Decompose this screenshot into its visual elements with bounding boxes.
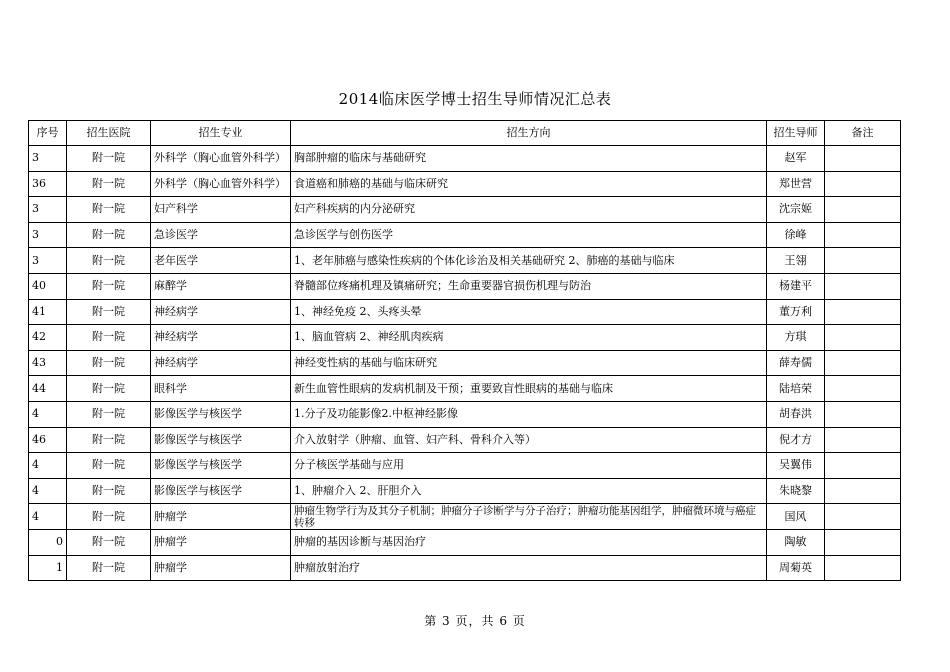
row-number-cell: 3 bbox=[29, 222, 67, 248]
header-major: 招生专业 bbox=[151, 121, 291, 146]
direction-cell: 胸部肿瘤的临床与基础研究 bbox=[291, 146, 767, 172]
row-number-cell: 41 bbox=[29, 299, 67, 325]
advisor-cell: 周菊英 bbox=[767, 555, 825, 581]
advisor-cell: 国风 bbox=[767, 504, 825, 530]
remark-cell bbox=[825, 401, 901, 427]
advisor-cell: 沈宗姬 bbox=[767, 197, 825, 223]
advisor-cell: 董万利 bbox=[767, 299, 825, 325]
hospital-cell: 附一院 bbox=[67, 427, 151, 453]
hospital-cell: 附一院 bbox=[67, 555, 151, 581]
hospital-cell: 附一院 bbox=[67, 248, 151, 274]
table-row bbox=[29, 146, 901, 172]
hospital-cell: 附一院 bbox=[67, 453, 151, 479]
hospital-cell: 附一院 bbox=[67, 529, 151, 555]
hospital-cell: 附一院 bbox=[67, 478, 151, 504]
hospital-cell: 附一院 bbox=[67, 350, 151, 376]
major-cell: 眼科学 bbox=[151, 376, 291, 402]
major-cell: 肿瘤学 bbox=[151, 504, 291, 530]
direction-cell: 急诊医学与创伤医学 bbox=[291, 222, 767, 248]
header-direction: 招生方向 bbox=[291, 121, 767, 146]
major-cell: 影像医学与核医学 bbox=[151, 427, 291, 453]
row-number-cell: 4 bbox=[29, 401, 67, 427]
page-footer: 第 3 页，共 6 页 bbox=[424, 614, 526, 628]
row-number-cell: 0 bbox=[29, 529, 67, 555]
table-row bbox=[29, 478, 901, 504]
major-cell: 急诊医学 bbox=[151, 222, 291, 248]
remark-cell bbox=[825, 146, 901, 172]
table-row bbox=[29, 504, 901, 530]
remark-cell bbox=[825, 350, 901, 376]
row-number-cell: 40 bbox=[29, 273, 67, 299]
table-row bbox=[29, 273, 901, 299]
direction-cell: 1、神经免疫 2、头疼头晕 bbox=[291, 299, 767, 325]
hospital-cell: 附一院 bbox=[67, 171, 151, 197]
table-row bbox=[29, 171, 901, 197]
row-number-cell: 36 bbox=[29, 171, 67, 197]
hospital-cell: 附一院 bbox=[67, 401, 151, 427]
advisor-cell: 朱晓黎 bbox=[767, 478, 825, 504]
page-title: 2014临床医学博士招生导师情况汇总表 bbox=[338, 90, 612, 108]
hospital-cell: 附一院 bbox=[67, 504, 151, 530]
major-cell: 肿瘤学 bbox=[151, 529, 291, 555]
table-row bbox=[29, 427, 901, 453]
remark-cell bbox=[825, 376, 901, 402]
row-number-cell: 3 bbox=[29, 248, 67, 274]
hospital-cell: 附一院 bbox=[67, 376, 151, 402]
header-advisor: 招生导师 bbox=[767, 121, 825, 146]
table-row bbox=[29, 401, 901, 427]
table-header-row bbox=[29, 121, 901, 146]
direction-cell: 分子核医学基础与应用 bbox=[291, 453, 767, 479]
advisor-cell: 陶敏 bbox=[767, 529, 825, 555]
remark-cell bbox=[825, 222, 901, 248]
remark-cell bbox=[825, 555, 901, 581]
row-number-cell: 43 bbox=[29, 350, 67, 376]
row-number-cell: 4 bbox=[29, 478, 67, 504]
major-cell: 神经病学 bbox=[151, 350, 291, 376]
major-cell: 外科学（胸心血管外科学） bbox=[151, 171, 291, 197]
remark-cell bbox=[825, 427, 901, 453]
direction-cell: 1、肿瘤介入 2、肝胆介入 bbox=[291, 478, 767, 504]
direction-cell: 肿瘤的基因诊断与基因治疗 bbox=[291, 529, 767, 555]
table-row bbox=[29, 325, 901, 351]
row-number-cell: 3 bbox=[29, 146, 67, 172]
advisor-cell: 徐峰 bbox=[767, 222, 825, 248]
advisor-cell: 杨建平 bbox=[767, 273, 825, 299]
hospital-cell: 附一院 bbox=[67, 222, 151, 248]
direction-cell: 食道癌和肺癌的基础与临床研究 bbox=[291, 171, 767, 197]
row-number-cell: 42 bbox=[29, 325, 67, 351]
hospital-cell: 附一院 bbox=[67, 299, 151, 325]
direction-cell: 1、脑血管病 2、神经肌肉疾病 bbox=[291, 325, 767, 351]
major-cell: 神经病学 bbox=[151, 299, 291, 325]
row-number-cell: 46 bbox=[29, 427, 67, 453]
advisor-cell: 赵军 bbox=[767, 146, 825, 172]
remark-cell bbox=[825, 325, 901, 351]
major-cell: 肿瘤学 bbox=[151, 555, 291, 581]
row-number-cell: 3 bbox=[29, 197, 67, 223]
row-number-cell: 4 bbox=[29, 504, 67, 530]
direction-cell: 肿瘤放射治疗 bbox=[291, 555, 767, 581]
remark-cell bbox=[825, 197, 901, 223]
remark-cell bbox=[825, 299, 901, 325]
table-row bbox=[29, 529, 901, 555]
row-number-cell: 44 bbox=[29, 376, 67, 402]
major-cell: 外科学（胸心血管外科学） bbox=[151, 146, 291, 172]
table-row bbox=[29, 299, 901, 325]
advisor-cell: 王翎 bbox=[767, 248, 825, 274]
direction-cell: 脊髓部位疼痛机理及镇痛研究；生命重要器官损伤机理与防治 bbox=[291, 273, 767, 299]
table-row bbox=[29, 197, 901, 223]
advisor-cell: 郑世营 bbox=[767, 171, 825, 197]
major-cell: 影像医学与核医学 bbox=[151, 453, 291, 479]
direction-cell: 介入放射学（肿瘤、血管、妇产科、骨科介入等） bbox=[291, 427, 767, 453]
remark-cell bbox=[825, 504, 901, 530]
row-number-cell: 4 bbox=[29, 453, 67, 479]
advisor-cell: 胡春洪 bbox=[767, 401, 825, 427]
remark-cell bbox=[825, 171, 901, 197]
hospital-cell: 附一院 bbox=[67, 273, 151, 299]
header-remark: 备注 bbox=[825, 121, 901, 146]
hospital-cell: 附一院 bbox=[67, 325, 151, 351]
direction-cell: 1、老年肺癌与感染性疾病的个体化诊治及相关基础研究 2、肺癌的基础与临床 bbox=[291, 248, 767, 274]
direction-cell: 妇产科疾病的内分泌研究 bbox=[291, 197, 767, 223]
advisor-cell: 薛寿儒 bbox=[767, 350, 825, 376]
major-cell: 影像医学与核医学 bbox=[151, 478, 291, 504]
table-row bbox=[29, 453, 901, 479]
direction-cell: 新生血管性眼病的发病机制及干预；重要致盲性眼病的基础与临床 bbox=[291, 376, 767, 402]
major-cell: 神经病学 bbox=[151, 325, 291, 351]
table-row bbox=[29, 376, 901, 402]
major-cell: 老年医学 bbox=[151, 248, 291, 274]
table-row bbox=[29, 350, 901, 376]
table-row bbox=[29, 555, 901, 581]
advisor-cell: 吴翼伟 bbox=[767, 453, 825, 479]
table-row bbox=[29, 248, 901, 274]
table-row bbox=[29, 222, 901, 248]
remark-cell bbox=[825, 248, 901, 274]
remark-cell bbox=[825, 478, 901, 504]
advisor-cell: 倪才方 bbox=[767, 427, 825, 453]
hospital-cell: 附一院 bbox=[67, 146, 151, 172]
row-number-cell: 1 bbox=[29, 555, 67, 581]
advisor-table bbox=[28, 120, 901, 581]
header-hospital: 招生医院 bbox=[67, 121, 151, 146]
advisor-cell: 方琪 bbox=[767, 325, 825, 351]
direction-cell: 肿瘤生物学行为及其分子机制；肿瘤分子诊断学与分子治疗；肿瘤功能基因组学，肿瘤微环境与癌症转移 bbox=[291, 504, 767, 530]
major-cell: 麻醉学 bbox=[151, 273, 291, 299]
remark-cell bbox=[825, 529, 901, 555]
direction-cell: 1.分子及功能影像2.中枢神经影像 bbox=[291, 401, 767, 427]
remark-cell bbox=[825, 273, 901, 299]
direction-cell: 神经变性病的基础与临床研究 bbox=[291, 350, 767, 376]
major-cell: 影像医学与核医学 bbox=[151, 401, 291, 427]
advisor-cell: 陆培荣 bbox=[767, 376, 825, 402]
hospital-cell: 附一院 bbox=[67, 197, 151, 223]
remark-cell bbox=[825, 453, 901, 479]
header-no: 序号 bbox=[29, 121, 67, 146]
major-cell: 妇产科学 bbox=[151, 197, 291, 223]
table-body bbox=[29, 146, 901, 581]
